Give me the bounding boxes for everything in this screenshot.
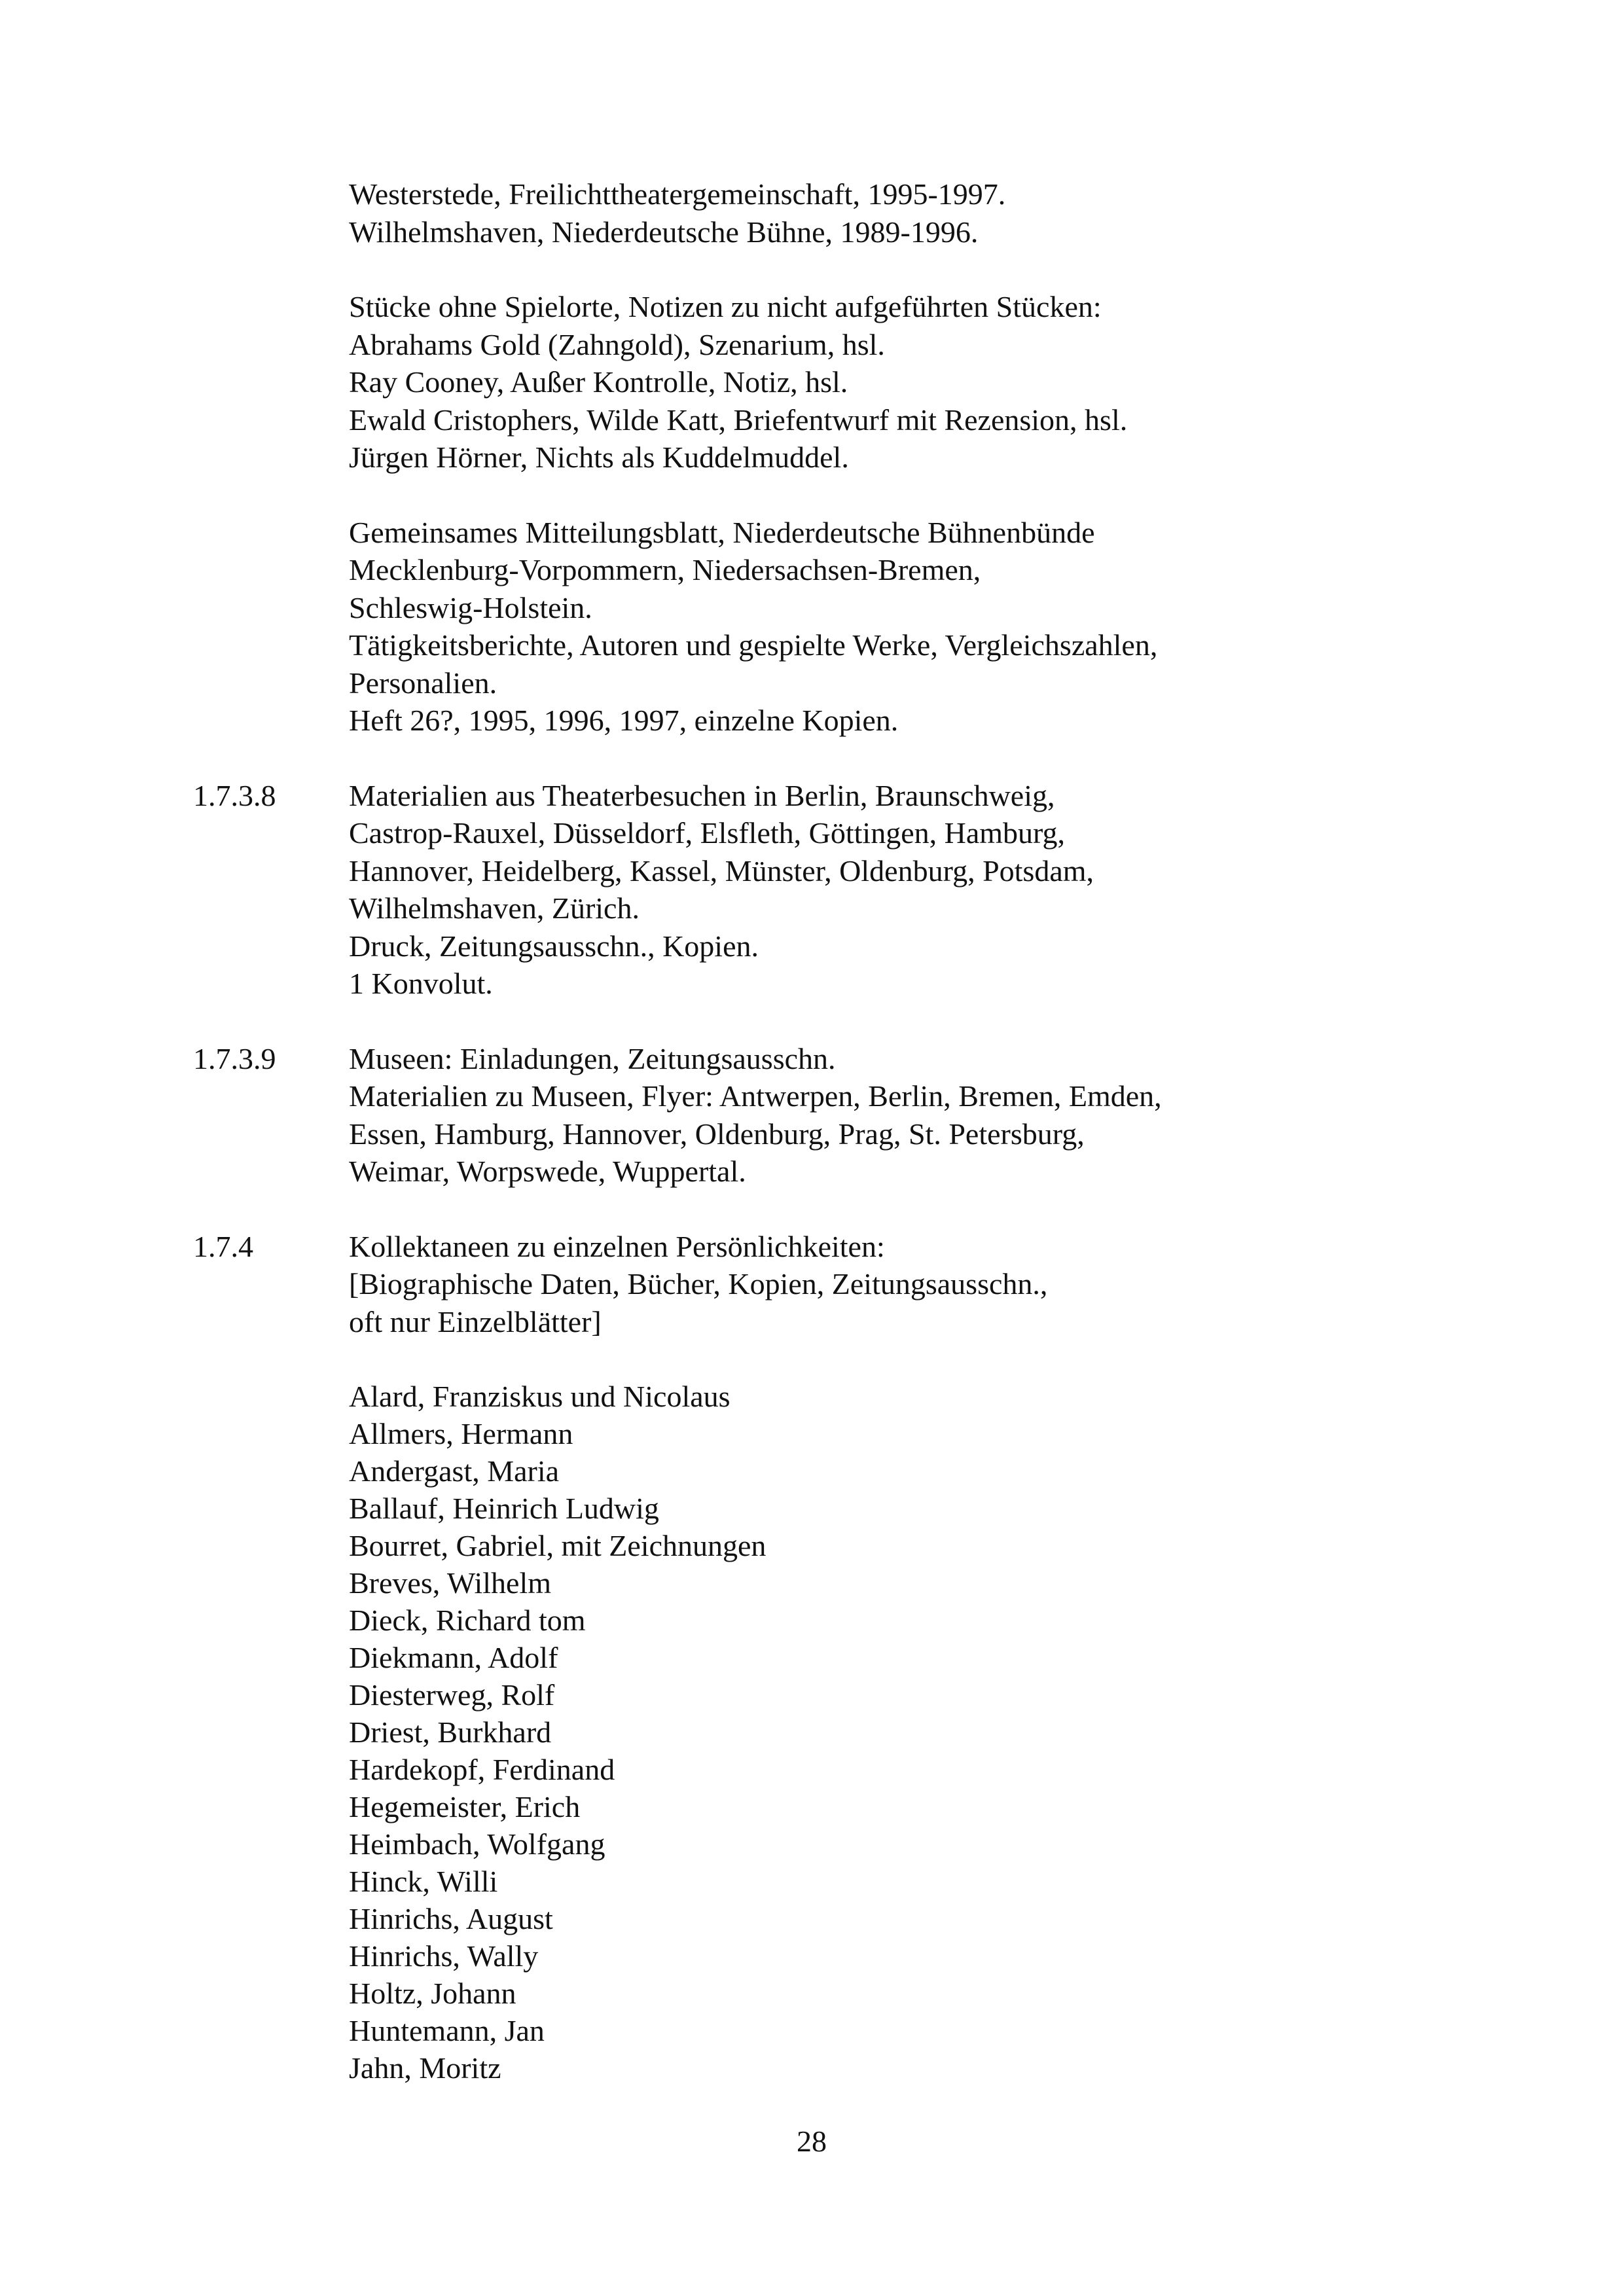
- text-line: Wilhelmshaven, Zürich.: [349, 891, 640, 925]
- list-item: Diekmann, Adolf: [349, 1641, 558, 1674]
- text-line: Abrahams Gold (Zahngold), Szenarium, hsl.: [349, 328, 885, 361]
- text-line: Mecklenburg-Vorpommern, Niedersachsen-Bremen,: [349, 553, 981, 586]
- page-number: 28: [797, 2125, 827, 2158]
- list-item: Jahn, Moritz: [349, 2051, 501, 2085]
- text-line: Materialien aus Theaterbesuchen in Berlin, Braunschweig,: [349, 779, 1055, 812]
- text-line: Weimar, Worpswede, Wuppertal.: [349, 1155, 746, 1188]
- list-item: Hardekopf, Ferdinand: [349, 1753, 615, 1786]
- text-line: Castrop-Rauxel, Düsseldorf, Elsfleth, Göttingen, Hamburg,: [349, 816, 1066, 850]
- text-line: Druck, Zeitungsausschn., Kopien.: [349, 929, 759, 963]
- list-item: Hinck, Willi: [349, 1865, 498, 1898]
- section-number: 1.7.3.9: [193, 1042, 276, 1075]
- text-line: Essen, Hamburg, Hannover, Oldenburg, Prag, St. Petersburg,: [349, 1117, 1085, 1151]
- list-item: Alard, Franziskus und Nicolaus: [349, 1380, 731, 1413]
- list-item: Breves, Wilhelm: [349, 1566, 552, 1600]
- text-line: Gemeinsames Mitteilungsblatt, Niederdeutsche Bühnenbünde: [349, 516, 1095, 549]
- text-line: Hannover, Heidelberg, Kassel, Münster, Oldenburg, Potsdam,: [349, 854, 1094, 888]
- text-line: Ray Cooney, Außer Kontrolle, Notiz, hsl.: [349, 365, 848, 399]
- text-line: Personalien.: [349, 666, 497, 700]
- text-line: Heft 26?, 1995, 1996, 1997, einzelne Kopien.: [349, 704, 899, 737]
- text-line: Ewald Cristophers, Wilde Katt, Briefentwurf mit Rezension, hsl.: [349, 403, 1128, 437]
- list-item: Diesterweg, Rolf: [349, 1678, 555, 1712]
- text-line: Tätigkeitsberichte, Autoren und gespielte Werke, Vergleichszahlen,: [349, 628, 1158, 662]
- text-line: oft nur Einzelblätter]: [349, 1305, 602, 1338]
- text-line: Museen: Einladungen, Zeitungsausschn.: [349, 1042, 836, 1075]
- list-item: Hinrichs, August: [349, 1902, 553, 1935]
- list-item: Huntemann, Jan: [349, 2014, 545, 2047]
- text-line: Schleswig-Holstein.: [349, 591, 592, 624]
- section-number: 1.7.3.8: [193, 779, 276, 812]
- list-item: Bourret, Gabriel, mit Zeichnungen: [349, 1529, 767, 1562]
- text-line: Stücke ohne Spielorte, Notizen zu nicht aufgeführten Stücken:: [349, 290, 1102, 323]
- list-item: Ballauf, Heinrich Ludwig: [349, 1492, 659, 1525]
- list-item: Heimbach, Wolfgang: [349, 1827, 605, 1861]
- text-line: Westerstede, Freilichttheatergemeinschaft, 1995-1997.: [349, 177, 1006, 211]
- section-number: 1.7.4: [193, 1230, 253, 1263]
- text-line: Kollektaneen zu einzelnen Persönlichkeiten:: [349, 1230, 885, 1263]
- list-item: Allmers, Hermann: [349, 1417, 573, 1450]
- list-item: Holtz, Johann: [349, 1977, 516, 2010]
- text-line: Jürgen Hörner, Nichts als Kuddelmuddel.: [349, 440, 849, 474]
- text-line: Wilhelmshaven, Niederdeutsche Bühne, 1989-1996.: [349, 215, 979, 249]
- list-item: Dieck, Richard tom: [349, 1604, 586, 1637]
- list-item: Andergast, Maria: [349, 1454, 560, 1488]
- text-line: Materialien zu Museen, Flyer: Antwerpen, Berlin, Bremen, Emden,: [349, 1079, 1162, 1113]
- list-item: Hinrichs, Wally: [349, 1939, 539, 1973]
- text-line: [Biographische Daten, Bücher, Kopien, Zeitungsausschn.,: [349, 1267, 1048, 1300]
- list-item: Hegemeister, Erich: [349, 1790, 581, 1823]
- text-line: 1 Konvolut.: [349, 967, 493, 1000]
- list-item: Driest, Burkhard: [349, 1715, 552, 1749]
